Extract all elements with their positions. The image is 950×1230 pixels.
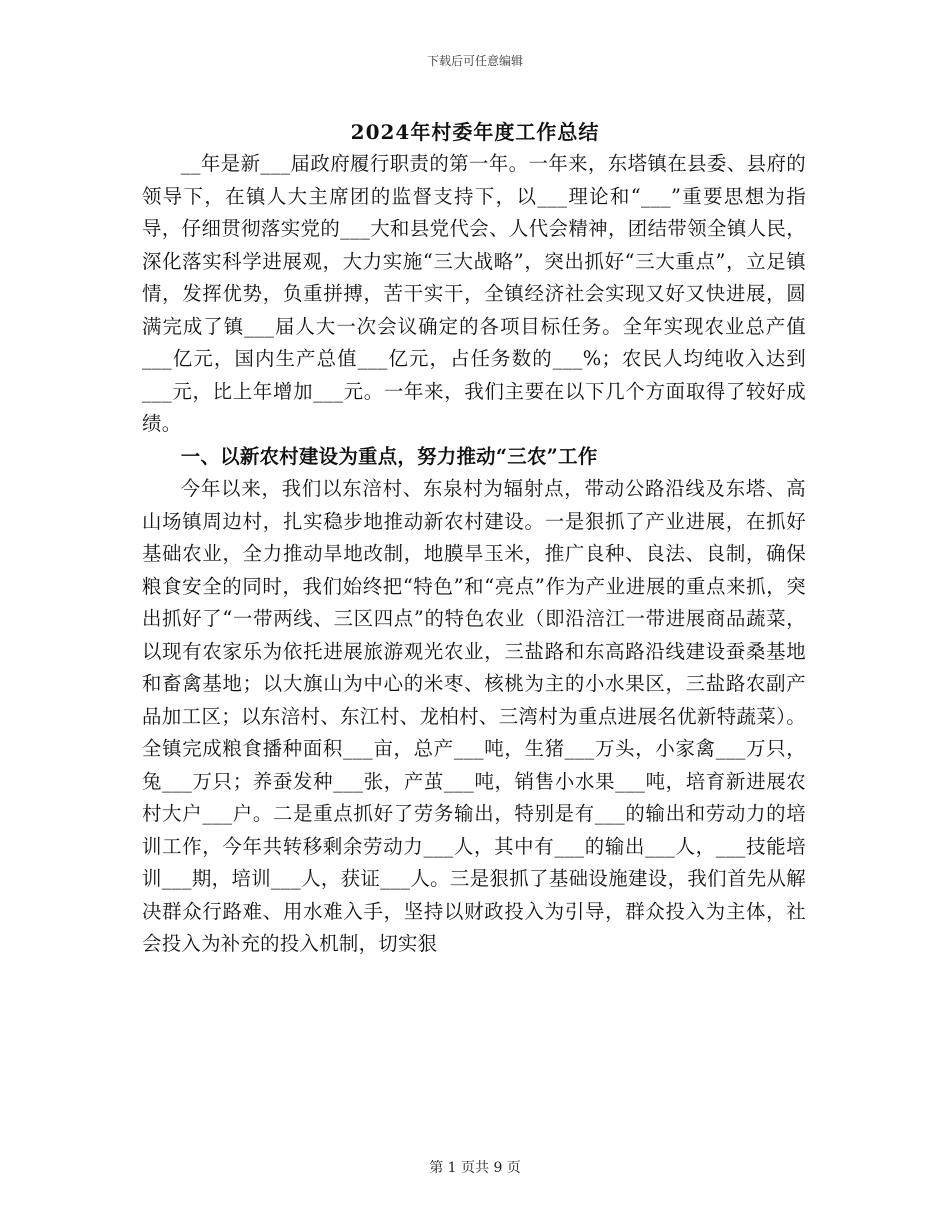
intro-paragraph: __年是新___届政府履行职责的第一年。一年来，东塔镇在县委、县府的领导下，在镇人大主席团的监督支持下，以___理论和“___”重要思想为指导，仔细贯彻落实党的___大和县党代会、人代会精神，团结带领全镇人民，深化落实科学进展观，大力实施“三大战略”，突出抓好“三大重点”，立足镇情，发挥优势，负重拼搏，苦干实干，全镇经济社会实现又好又快进展，圆满完成了镇___届人大一次会议确定的各项目标任务。全年实现农业总产值___亿元，国内生产总值___亿元，占任务数的___%；农民人均纯收入达到___元，比上年增加___元。一年来，我们主要在以下几个方面取得了较好成绩。 [142,152,806,435]
document-title: 2024年村委年度工作总结 [350,120,600,144]
document-body [142,148,806,961]
page-footer: 第 1 页共 9 页 [429,1160,521,1176]
section-heading: 一、以新农村建设为重点，努力推动“三农”工作 [180,444,598,468]
header-note: 下载后可任意编辑 [426,54,523,68]
section-paragraph: 今年以来，我们以东涪村、东泉村为辐射点，带动公路沿线及东塔、高山场镇周边村，扎实稳步地推动新农村建设。一是狠抓了产业进展，在抓好基础农业，全力推动旱地改制，地膜旱玉米，推广良种、良法、良制，确保粮食安全的同时，我们始终把“特色”和“亮点”作为产业进展的重点来抓，突出抓好了“一带两线、三区四点”的特色农业（即沿涪江一带进展商品蔬菜，以现有农家乐为依托进展旅游观光农业，三盐路和东高路沿线建设蚕桑基地和畜禽基地；以大旗山为中心的米枣、核桃为主的小水果区，三盐路农副产品加工区；以东涪村、东江村、龙柏村、三湾村为重点进展名优新特蔬菜）。全镇完成粮食播种面积___亩，总产___吨，生猪___万头，小家禽___万只，兔___万只；养蚕发种___张，产茧___吨，销售小水果___吨，培育新进展农村大户___户。二是重点抓好了劳务输出，特别是有___的输出和劳动力的培训工作，今年共转移剩余劳动力___人，其中有___的输出___人，___技能培训___期，培训___人，获证___人。三是狠抓了基础设施建设，我们首先从解决群众行路难、用水难入手，坚持以财政投入为引导，群众投入为主体，社会投入为补充的投入机制，切实狠 [142,477,806,955]
